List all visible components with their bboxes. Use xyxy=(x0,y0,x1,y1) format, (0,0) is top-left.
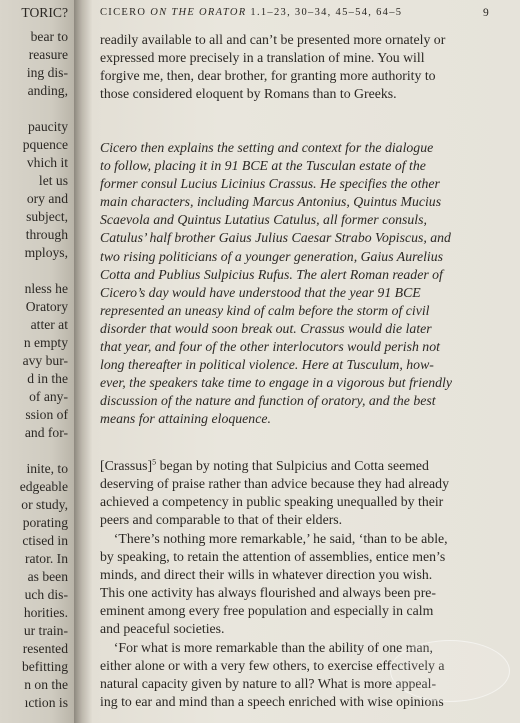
left-page-line-fragment: inite, to xyxy=(26,461,68,476)
left-page-line-fragment: edgeable xyxy=(19,479,68,494)
left-page-line-fragment: ıction is xyxy=(24,695,68,710)
text-line: ‘For what is more remarkable than the ability of one man, xyxy=(100,640,433,655)
text-line: main characters, including Marcus Antonius, Quintus Mucius xyxy=(100,194,442,210)
text-line: ing to ear and mind than a speech enriched with wise opinions xyxy=(100,694,444,710)
text-line: deserving of praise rather than advice because they had already xyxy=(100,476,449,492)
paragraph-translation-end xyxy=(100,31,500,103)
left-page-line-fragment: anding, xyxy=(27,83,68,98)
text-line: readily available to all and can’t be presented more ornately or xyxy=(100,32,446,47)
left-page-line-fragment: ctised in xyxy=(22,533,68,548)
left-page-line-fragment: ing dis- xyxy=(26,65,68,80)
text-line: Cotta and Publius Sulpicius Rufus. The alert Roman reader of xyxy=(100,266,443,282)
book-gutter xyxy=(74,0,92,723)
text-line: This one activity has always flourished and always been pre- xyxy=(100,585,437,601)
text-line: ever, the speakers take time to engage in a vigorous but friendly xyxy=(100,375,452,391)
left-page-line-fragment: subject, xyxy=(26,209,68,224)
left-page-line-fragment: d in the xyxy=(27,371,68,386)
text-line: Scaevola and Quintus Lutatius Catulus, all former consuls, xyxy=(100,212,427,228)
left-page-line-fragment: uch dis- xyxy=(24,587,68,602)
paragraph-crassus-intro xyxy=(100,457,500,529)
running-head-title xyxy=(100,7,402,18)
left-page-line-fragment: ssion of xyxy=(25,407,68,422)
left-page-line-fragment: pquence xyxy=(22,137,68,152)
para3-first-line xyxy=(100,457,500,475)
text-line: means for attaining eloquence. xyxy=(100,411,271,427)
running-head-work: ON THE ORATOR xyxy=(150,7,247,18)
speaker-name: [Crassus] xyxy=(100,458,153,473)
para3-first-line-rest: began by noting that Sulpicius and Cotta seemed xyxy=(156,458,429,473)
left-page-line-fragment: rator. In xyxy=(24,551,68,566)
left-page-line-fragment: avy bur- xyxy=(22,353,68,368)
left-page-line-fragment: ory and xyxy=(26,191,68,206)
left-page-line-fragment: or study, xyxy=(21,497,68,512)
left-page-line-fragment: TORIC? xyxy=(21,5,68,20)
footnote-marker[interactable]: 5 xyxy=(152,457,157,467)
text-line: and peaceful societies. xyxy=(100,621,225,637)
text-line: those considered eloquent by Romans than to Greeks. xyxy=(100,86,397,102)
text-line: former consul Lucius Licinius Crassus. He specifies the other xyxy=(100,176,440,192)
left-page-line-fragment: porating xyxy=(22,515,68,530)
text-line: achieved a competency in public speaking unequalled by their xyxy=(100,494,444,510)
left-page-line-fragment: befitting xyxy=(21,659,68,674)
text-line: two rising politicians of a younger generation, Gaius Aurelius xyxy=(100,248,444,264)
left-page xyxy=(0,0,74,723)
text-line: by speaking, to retain the attention of assemblies, entice men’s xyxy=(100,549,446,565)
text-line: Cicero then explains the setting and context for the dialogue xyxy=(100,140,434,155)
text-line: minds, and direct their wills in whatever direction you wish. xyxy=(100,567,433,583)
text-line: that year, and four of the other interlocutors would perish not xyxy=(100,339,440,355)
text-line: discussion of the nature and function of oratory, and the best xyxy=(100,393,436,409)
text-line: represented an uneasy kind of calm before the storm of civil xyxy=(100,302,430,318)
text-line: peers and comparable to that of their elders. xyxy=(100,512,343,528)
left-page-line-fragment: of any- xyxy=(29,389,68,404)
text-line: Cicero’s day would have understood that the year 91 BCE xyxy=(100,284,421,300)
editorial-summary xyxy=(100,139,500,429)
left-page-line-fragment: resented xyxy=(22,641,68,656)
text-line: to follow, placing it in 91 BCE at the Tusculan estate of the xyxy=(100,158,426,174)
text-line: disorder that would soon break out. Crassus would die later xyxy=(100,320,432,336)
left-page-line-fragment: paucity xyxy=(27,119,68,134)
left-page-line-fragment: through xyxy=(25,227,68,242)
left-page-line-fragment: n on the xyxy=(24,677,68,692)
running-head xyxy=(100,7,490,18)
text-line: ‘There’s nothing more remarkable,’ he said, ‘than to be able, xyxy=(100,531,448,546)
left-page-line-fragment: mploys, xyxy=(24,245,68,260)
left-page-line-fragment: Oratory xyxy=(25,299,68,314)
running-head-sections: 1.1–23, 30–34, 45–54, 64–5 xyxy=(246,7,403,18)
text-line: long thereafter in political violence. Here at Tusculum, how- xyxy=(100,357,434,373)
text-line: Catulus’ half brother Gaius Julius Caesar Strabo Vopiscus, and xyxy=(100,230,451,246)
text-line: expressed more precisely in a translation of mine. You will xyxy=(100,50,425,66)
text-line: natural capacity given by nature to all? What is more appeal- xyxy=(100,676,437,692)
left-page-line-fragment: let us xyxy=(38,173,68,188)
text-line: either alone or with a very few others, to exercise effectively a xyxy=(100,658,445,674)
left-page-line-fragment: ur train- xyxy=(23,623,68,638)
left-page-line-fragment: vhich it xyxy=(26,155,68,170)
right-page xyxy=(92,0,520,723)
text-line: forgive me, then, dear brother, for granting more authority to xyxy=(100,68,436,84)
watermark-stamp xyxy=(390,640,510,702)
page-number: 9 xyxy=(482,7,490,19)
left-page-line-fragment: bear to xyxy=(30,29,68,44)
left-page-line-fragment: and for- xyxy=(24,425,68,440)
left-page-line-fragment: n empty xyxy=(23,335,68,350)
text-line: eminent among every free population and especially in calm xyxy=(100,603,434,619)
left-page-line-fragment: horities. xyxy=(23,605,68,620)
left-page-line-fragment: reasure xyxy=(28,47,68,62)
left-page-line-fragment: nless he xyxy=(24,281,68,296)
left-page-line-fragment: as been xyxy=(27,569,68,584)
running-head-author: CICERO xyxy=(100,7,151,18)
paragraph-speech-1 xyxy=(100,530,500,639)
left-page-line-fragment: atter at xyxy=(30,317,68,332)
